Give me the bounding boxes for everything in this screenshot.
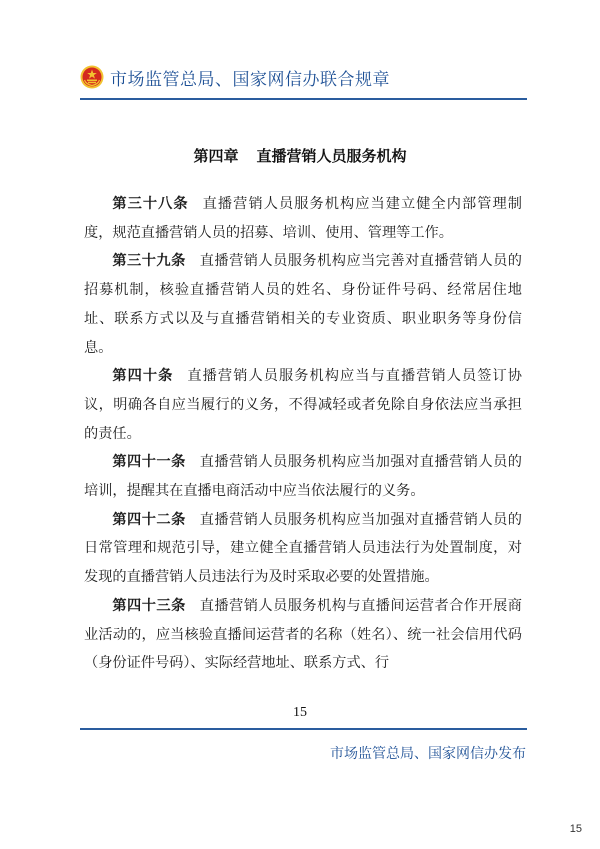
article-paragraph: [84, 247, 522, 362]
article-text: 直播营销人员服务机构应当完善对直播营销人员的招募机制，核验直播营销人员的姓名、身份证件号码、经常居住地址、联系方式以及与直播营销相关的专业资质、职业职务等身份信息。: [84, 253, 522, 356]
chapter-heading: [0, 145, 600, 166]
article-paragraph: [84, 362, 522, 448]
article-paragraph: [84, 448, 522, 505]
footer-divider: [80, 728, 527, 730]
article-label: 第四十条: [112, 368, 174, 385]
header-title: 市场监管总局、国家网信办联合规章: [110, 69, 390, 90]
article-paragraph: [84, 592, 522, 678]
footer-publisher: 市场监管总局、国家网信办发布: [330, 746, 526, 762]
article-label: 第三十九条: [112, 253, 186, 270]
header-divider: [80, 98, 527, 100]
article-label: 第四十一条: [112, 454, 186, 471]
article-text: 直播营销人员服务机构应当加强对直播营销人员的日常管理和规范引导，建立健全直播营销人员违法行为处置制度，对发现的直播营销人员违法行为及时采取必要的处置措施。: [84, 511, 522, 586]
chapter-number: 第四章: [193, 147, 239, 165]
national-emblem-icon: [80, 65, 104, 89]
corner-page-number: 15: [569, 823, 582, 835]
article-text: 直播营销人员服务机构应当与直播营销人员签订协议，明确各自应当履行的义务，不得减轻或者免除自身依法应当承担的责任。: [84, 368, 522, 442]
page-number: 15: [293, 705, 307, 720]
article-label: 第三十八条: [112, 196, 189, 212]
article-text: 直播营销人员服务机构与直播间运营者合作开展商业活动的，应当核验直播间运营者的名称（姓名）、统一社会信用代码（身份证件号码）、实际经营地址、联系方式、行: [84, 597, 522, 672]
article-paragraph: [84, 190, 522, 247]
document-body: [84, 190, 522, 678]
article-label: 第四十二条: [112, 511, 186, 528]
article-label: 第四十三条: [112, 597, 186, 614]
article-text: 直播营销人员服务机构应当加强对直播营销人员的培训，提醒其在直播电商活动中应当依法履行的义务。: [84, 454, 522, 500]
page-header: [80, 62, 390, 92]
article-text: 直播营销人员服务机构应当建立健全内部管理制度，规范直播营销人员的招募、培训、使用、管理等工作。: [84, 196, 522, 241]
chapter-title: 直播营销人员服务机构: [256, 147, 407, 165]
article-paragraph: [84, 506, 522, 592]
